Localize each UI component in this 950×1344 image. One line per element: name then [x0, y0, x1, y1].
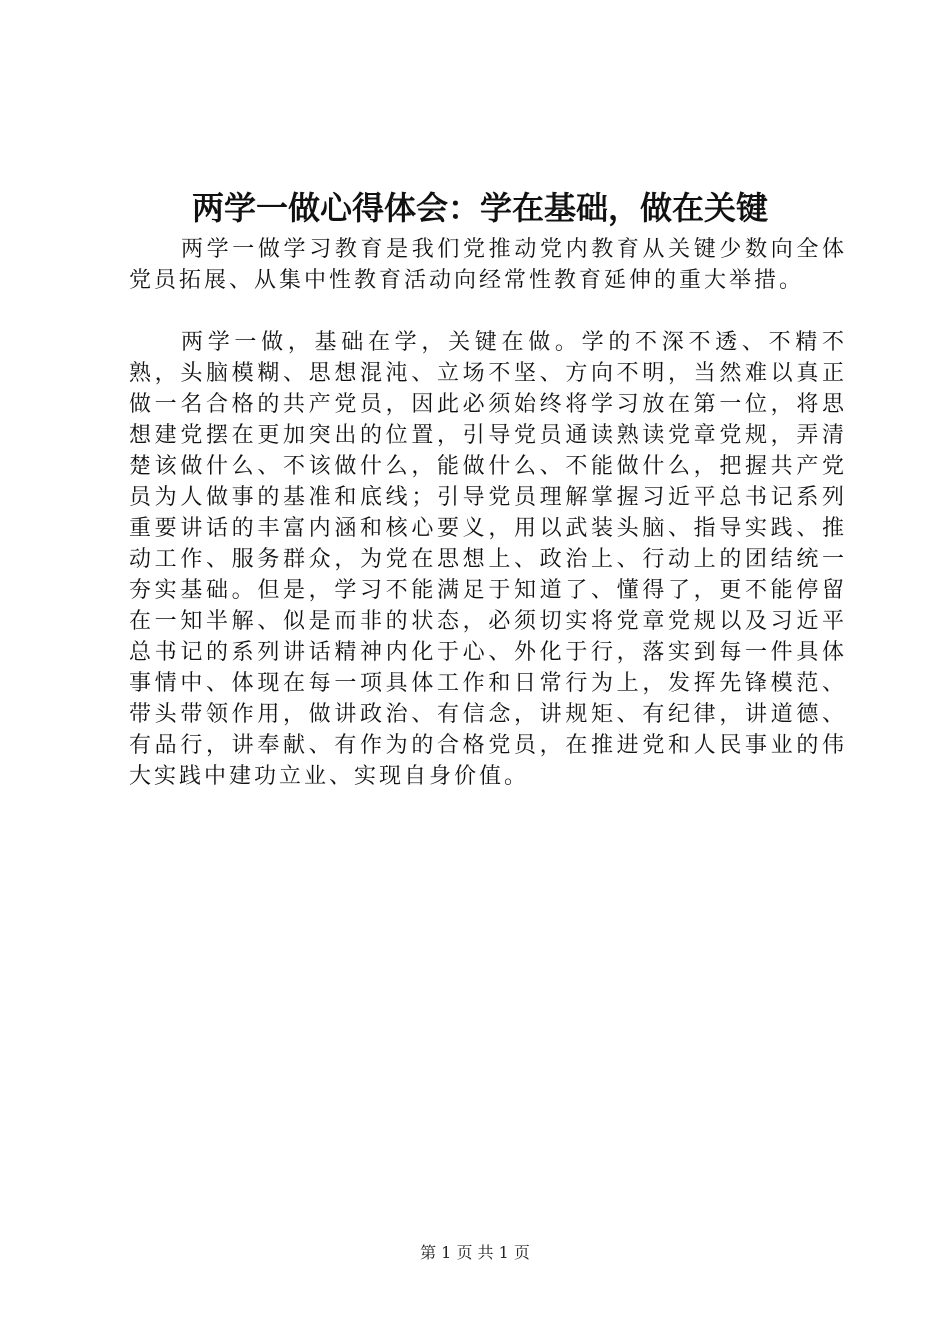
paragraph-intro: 两学一做学习教育是我们党推动党内教育从关键少数向全体党员拓展、从集中性教育活动向经常性教育延伸的重大举措。 [129, 237, 847, 293]
paragraph-main: 两学一做，基础在学，关键在做。学的不深不透、不精不熟，头脑模糊、思想混沌、立场不坚、方向不明，当然难以真正做一名合格的共产党员，因此必须始终将学习放在第一位，将思想建党摆在更加突出的位置，引导党员通读熟读党章党规，弄清楚该做什么、不该做什么，能做什么、不能做什么，把握共产党员为人做事的基准和底线；引导党员理解掌握习近平总书记系列重要讲话的丰富内涵和核心要义，用以武装头脑、指导实践、推动工作、服务群众，为党在思想上、政治上、行动上的团结统一夯实基础。但是，学习不能满足于知道了、懂得了，更不能停留在一知半解、似是而非的状态，必须切实将党章党规以及习近平总书记的系列讲话精神内化于心、外化于行，落实到每一件具体事情中、体现在每一项具体工作和日常行为上，发挥先锋模范、带头带领作用，做讲政治、有信念，讲规矩、有纪律，讲道德、有品行，讲奉献、有作为的合格党员，在推进党和人民事业的伟大实践中建功立业、实现自身价值。 [129, 330, 847, 789]
document-body [129, 234, 847, 792]
page-number-footer: 第 1 页 共 1 页 [420, 1243, 530, 1262]
document-title: 两学一做心得体会：学在基础，做在关键 [191, 189, 768, 227]
